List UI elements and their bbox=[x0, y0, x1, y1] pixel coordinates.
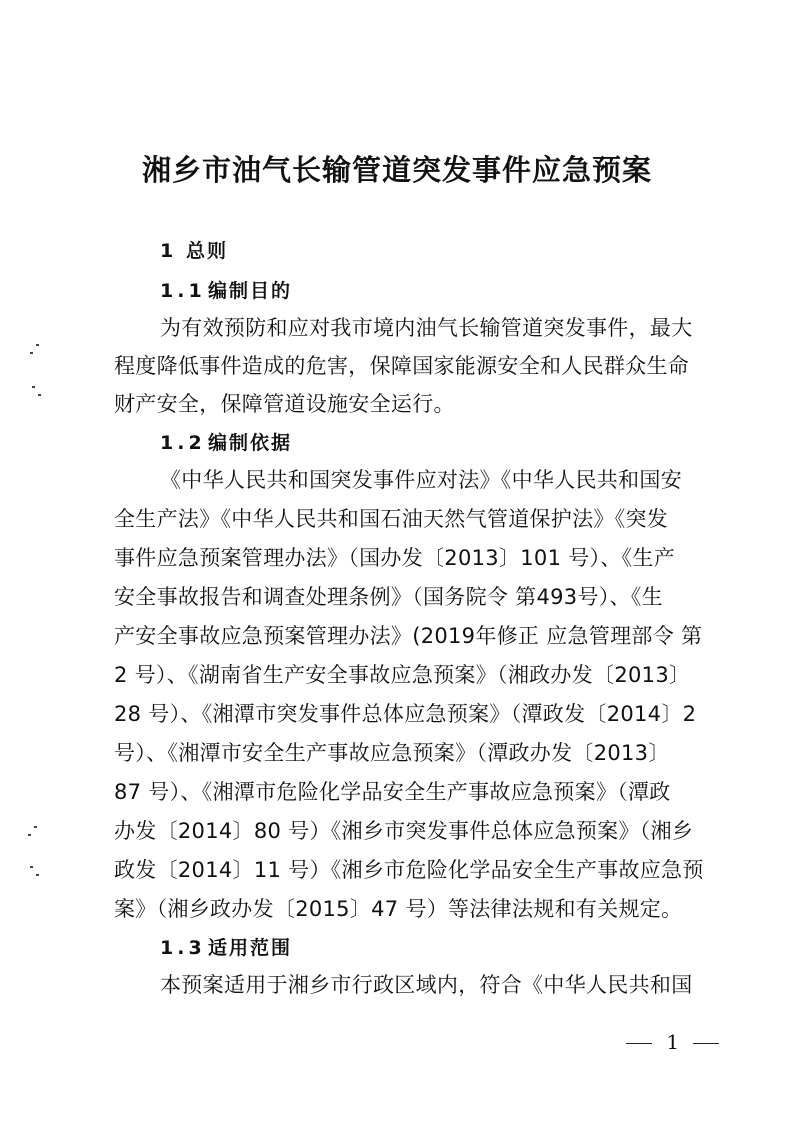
paragraph-line: 产安全事故应急预案管理办法》(2019年修正 应急管理部令 第 bbox=[114, 624, 703, 648]
section-number: 1.3 bbox=[160, 937, 206, 959]
paragraph-line: 事件应急预案管理办法》（国办发〔2013〕101 号）、《生产 bbox=[114, 546, 675, 570]
paragraph-line: 全生产法》《中华人民共和国石油天然气管道保护法》《突发 bbox=[114, 507, 669, 531]
paragraph-line: 案》（湘乡政办发〔2015〕47 号）等法律法规和有关规定。 bbox=[114, 897, 683, 921]
section-1-1-heading bbox=[160, 276, 292, 303]
paragraph-line: 本预案适用于湘乡市行政区域内，符合《中华人民共和国 bbox=[160, 973, 693, 997]
section-number: 1.1 bbox=[160, 280, 206, 302]
section-label: 编制依据 bbox=[208, 432, 293, 454]
paragraph-line: 安全事故报告和调查处理条例》（国务院令 第493号）、《生 bbox=[114, 585, 663, 609]
section-label: 编制目的 bbox=[208, 280, 293, 302]
paragraph-line: 《中华人民共和国突发事件应对法》《中华人民共和国安 bbox=[160, 468, 682, 492]
paragraph-line: 财产安全，保障管道设施安全运行。 bbox=[114, 392, 455, 416]
page-number-dash-right bbox=[693, 1043, 719, 1044]
paragraph-line: 程度降低事件造成的危害，保障国家能源安全和人民群众生命 bbox=[114, 354, 690, 378]
paragraph-line: 政发〔2014〕11 号）《湘乡市危险化学品安全生产事故应急预 bbox=[114, 858, 704, 882]
paragraph-line: 2 号）、《湖南省生产安全事故应急预案》（湘政办发〔2013〕 bbox=[114, 663, 691, 687]
section-label: 总则 bbox=[186, 240, 229, 262]
section-number: 1.2 bbox=[160, 432, 206, 454]
paragraph-line: 28 号）、《湘潭市突发事件总体应急预案》（潭政发〔2014〕2 bbox=[114, 702, 697, 726]
paragraph-line: 为有效预防和应对我市境内油气长输管道突发事件，最大 bbox=[160, 316, 693, 340]
section-number: 1 bbox=[160, 240, 178, 262]
page-number bbox=[626, 1030, 719, 1054]
section-label: 适用范围 bbox=[208, 937, 293, 959]
section-1-heading bbox=[160, 236, 228, 263]
page-number-value: 1 bbox=[666, 1030, 680, 1054]
paragraph-line: 号）、《湘潭市安全生产事故应急预案》（潭政办发〔2013〕 bbox=[114, 741, 670, 765]
page-number-dash-left bbox=[626, 1043, 652, 1044]
document-title: 湘乡市油气长输管道突发事件应急预案 bbox=[141, 153, 652, 187]
section-1-3-heading bbox=[160, 933, 292, 960]
section-1-2-heading bbox=[160, 428, 292, 455]
paragraph-line: 办发〔2014〕80 号）《湘乡市突发事件总体应急预案》（湘乡 bbox=[114, 819, 694, 843]
paragraph-line: 87 号）、《湘潭市危险化学品安全生产事故应急预案》（潭政 bbox=[114, 780, 671, 804]
